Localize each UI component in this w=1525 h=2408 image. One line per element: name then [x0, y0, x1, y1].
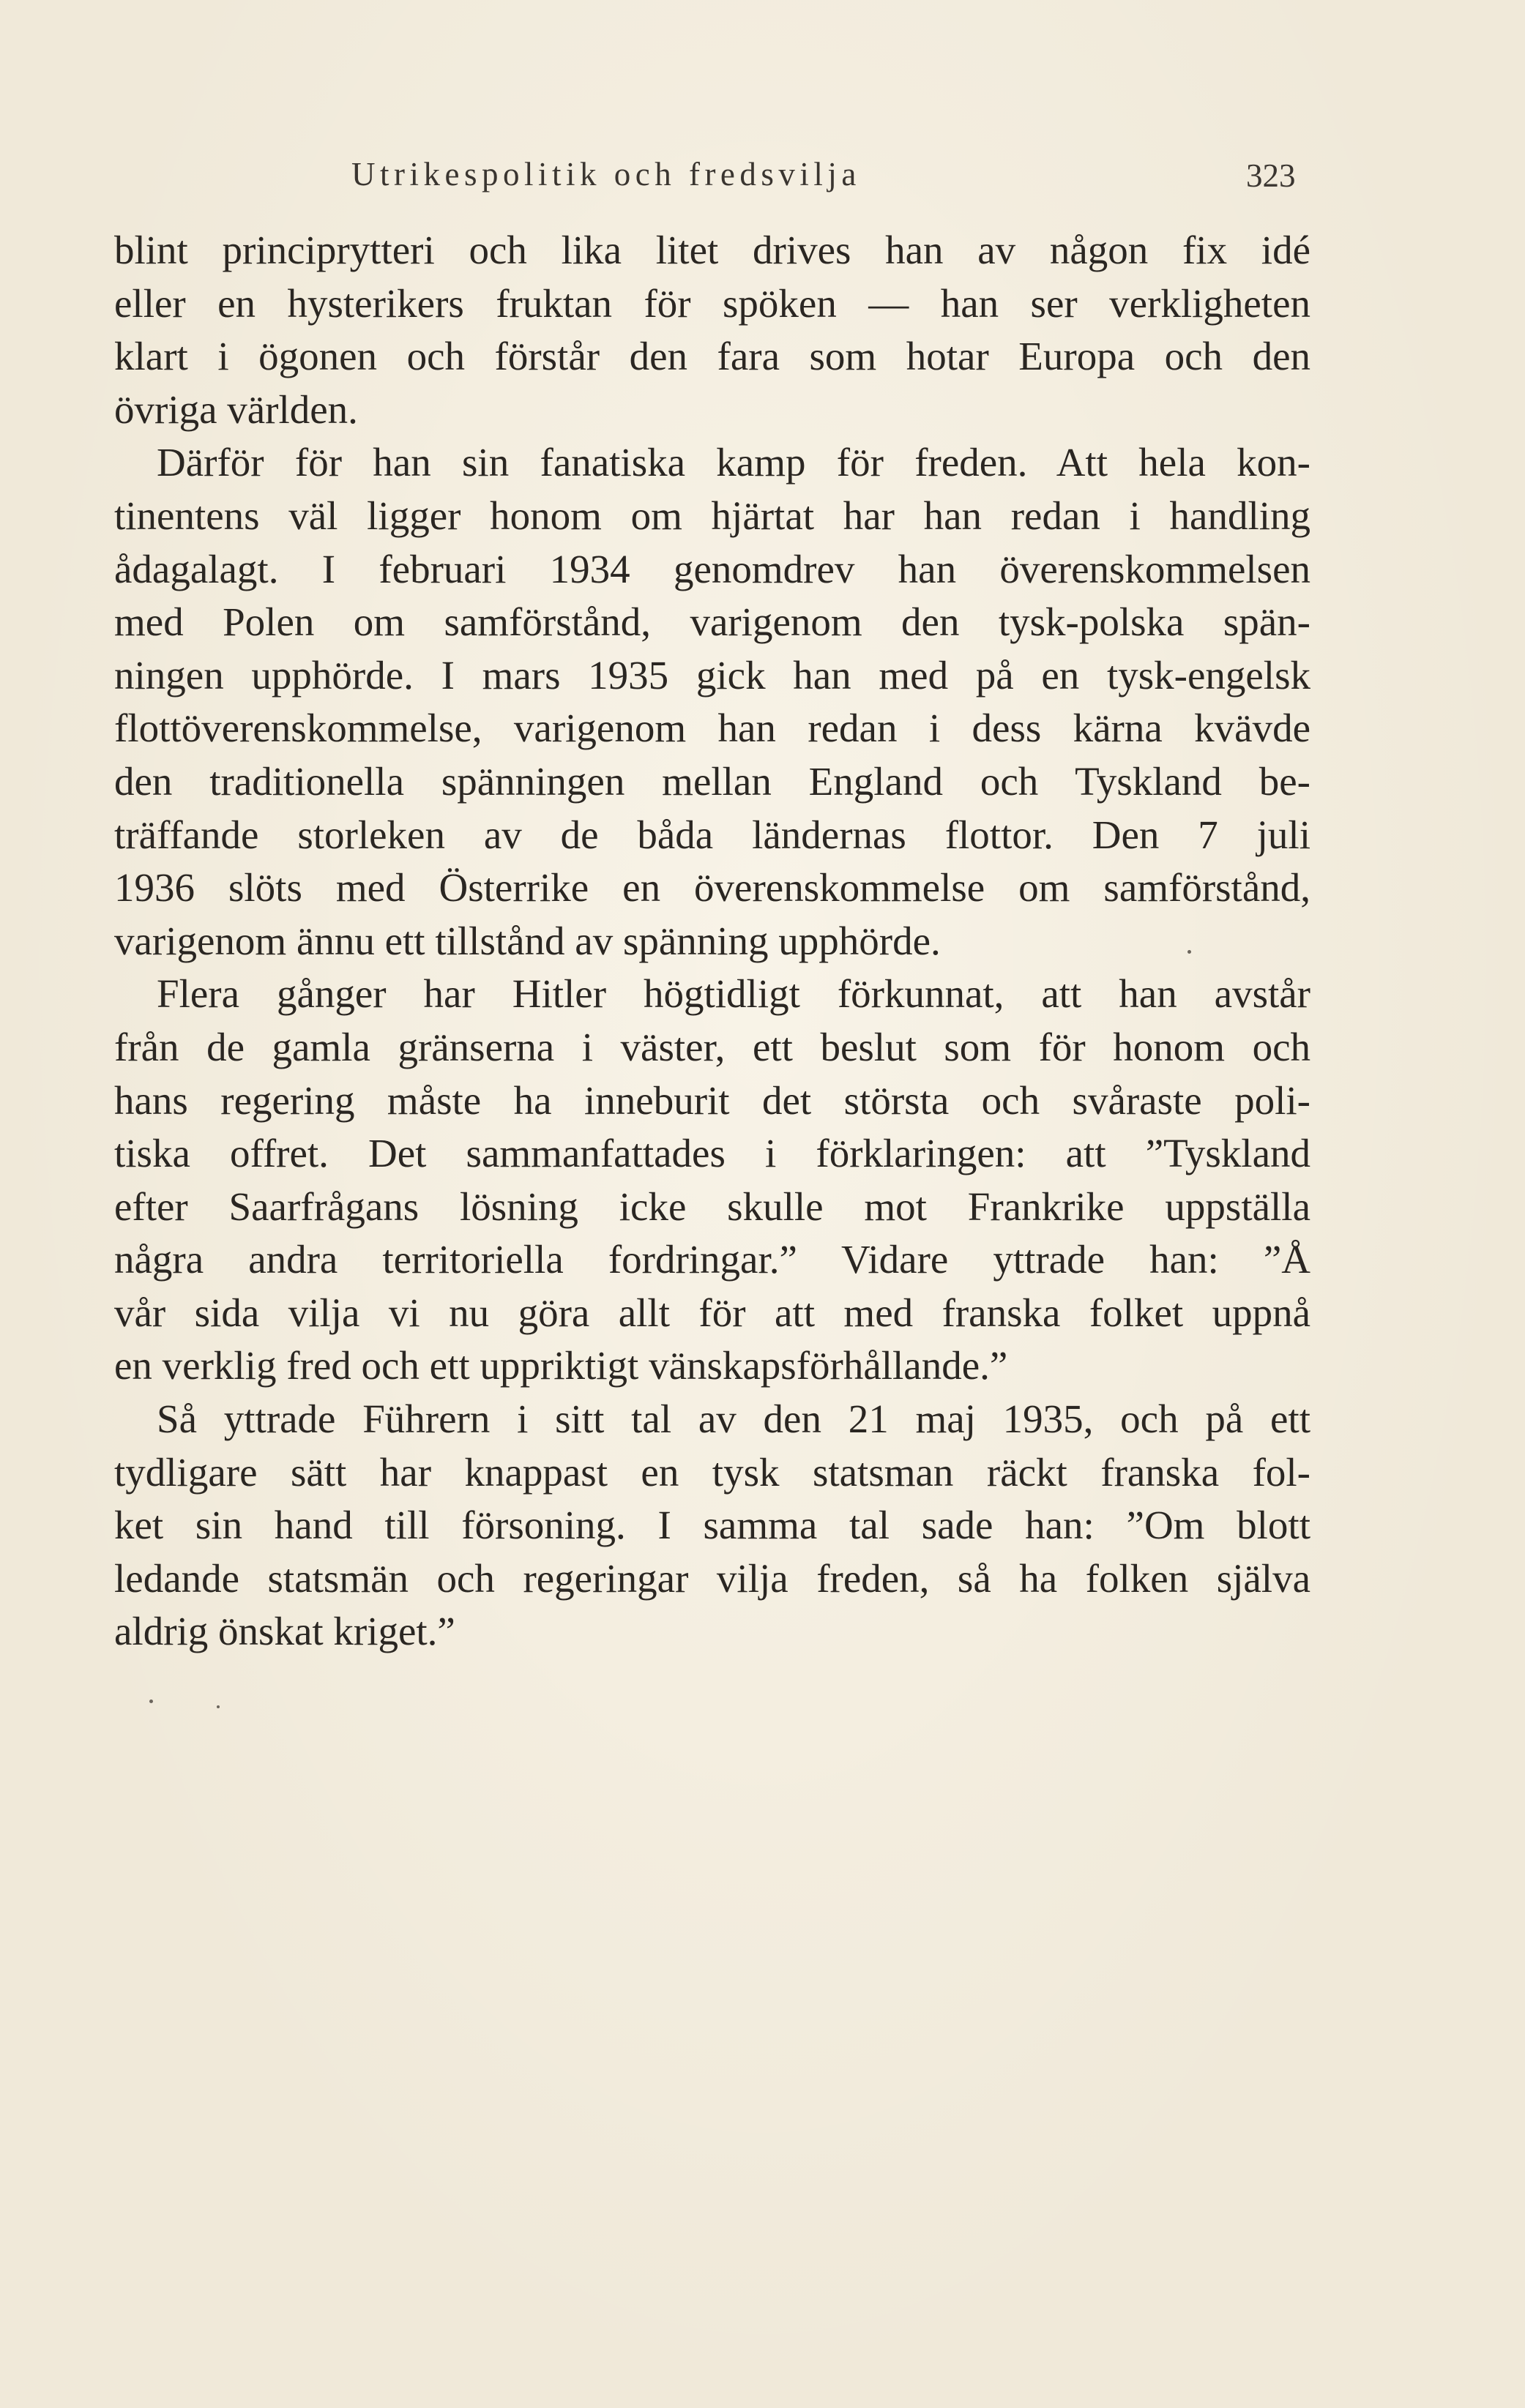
text-line: träffande storleken av de båda ländernas flottor. Den 7 juli — [114, 812, 1310, 857]
text-line: efter Saarfrågans lösning icke skulle mot Frankrike uppställa — [114, 1184, 1310, 1229]
text-line: från de gamla gränserna i väster, ett beslut som för honom och — [114, 1024, 1310, 1069]
text-line: hans regering måste ha inneburit det största och svåraste poli- — [114, 1077, 1310, 1123]
text-line: flottöverenskommelse, varigenom han redan i dess kärna kvävde — [114, 706, 1310, 751]
text-line: 1936 slöts med Österrike en överenskommelse om samförstånd, — [114, 865, 1310, 911]
text-line: Flera gånger har Hitler högtidligt förkunnat, att han avstår — [157, 971, 1310, 1017]
print-speck — [1187, 950, 1191, 954]
text-line: Därför för han sin fanatiska kamp för freden. Att hela kon- — [157, 440, 1310, 485]
text-line: ådagalagt. I februari 1934 genomdrev han överenskommelsen — [114, 546, 1310, 591]
body-text — [114, 224, 1310, 1659]
text-line: ledande statsmän och regeringar vilja freden, så ha folken själva — [114, 1555, 1310, 1601]
text-line: vår sida vilja vi nu göra allt för att med franska folket uppnå — [114, 1290, 1310, 1335]
text-line: ket sin hand till försoning. I samma tal sade han: ”Om blott — [114, 1503, 1310, 1548]
text-line: klart i ögonen och förstår den fara som hotar Europa och den — [114, 334, 1310, 379]
print-speck — [149, 1700, 153, 1703]
text-line: varigenom ännu ett tillstånd av spänning upphörde. — [114, 918, 941, 963]
text-line: aldrig önskat kriget.” — [114, 1609, 455, 1654]
print-speck — [217, 1705, 220, 1708]
text-line: tydligare sätt har knappast en tysk statsman räckt franska fol- — [114, 1449, 1310, 1495]
text-line: en verklig fred och ett uppriktigt vänskapsförhållande.” — [114, 1343, 1008, 1388]
running-head: Utrikespolitik och fredsvilja — [351, 156, 861, 192]
text-line: eller en hysterikers fruktan för spöken — han ser verkligheten — [114, 280, 1310, 326]
text-line: Så yttrade Führern i sitt tal av den 21 maj 1935, och på ett — [157, 1396, 1310, 1442]
page-number: 323 — [1246, 157, 1296, 194]
text-line: den traditionella spänningen mellan England och Tyskland be- — [114, 758, 1310, 804]
text-line: ningen upphörde. I mars 1935 gick han med på en tysk-engelsk — [114, 652, 1310, 698]
text-line: några andra territoriella fordringar.” Vidare yttrade han: ”Å — [114, 1237, 1310, 1282]
text-line: blint principrytteri och lika litet drives han av någon fix idé — [114, 228, 1310, 272]
text-line: tiska offret. Det sammanfattades i förklaringen: att ”Tyskland — [114, 1131, 1310, 1176]
text-line: med Polen om samförstånd, varigenom den tysk-polska spän- — [114, 599, 1310, 645]
text-line: övriga världen. — [114, 386, 358, 432]
text-line: tinentens väl ligger honom om hjärtat har han redan i handling — [114, 493, 1310, 538]
